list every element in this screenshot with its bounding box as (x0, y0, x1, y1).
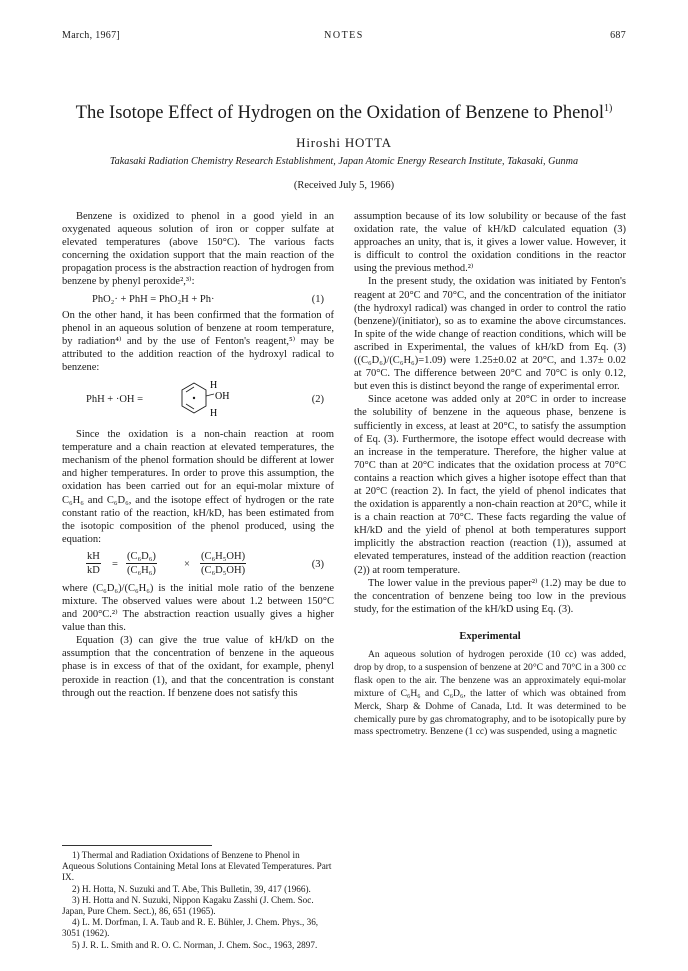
paragraph: Benzene is oxidized to phenol in a good yield in an oxygenated aqueous solution of iron or copper sulfate at elevated temperatures (above 150°C). The various facts concerning the oxidation support that the main reaction of the propagation process is the abstraction reaction of hydrogen from benzene by phenyl peroxide²,³⁾: (62, 211, 334, 288)
footnote-rule (62, 845, 212, 846)
kh-symbol: kH (86, 550, 101, 564)
equation-2-body: PhH + ·OH = (86, 394, 144, 406)
paragraph: Since the oxidation is a non-chain reaction at room temperature and a chain reaction at elevated temperatures, the mechanism of the phenol formation should be different at lower and higher temperatures. In order to prove this assumption, the oxidation has been carried out for an equi-molar mixture of C₆H₆ and C₆D₆, and the isotope effect of hydrogen or the rate constant ratio of the reaction, kH/kD, has been estimated from the isotopic composition of the phenol produced, using the equation: (62, 429, 334, 545)
running-header (62, 30, 626, 44)
experimental-text: An aqueous solution of hydrogen peroxide (10 cc) was added, drop by drop, to a suspension of benzene at 20°C and 70°C in a 300 cc flask open to the air. The benzene was an approximately equi-molar mixture of C₆H₆ and C₆D₆, the latter of which was obtained from Merck, Sharp & Dohme of Canada, Ltd. It was determined to be chemically pure by gas chromatography, and to be isotopically pure by mass spectrometry. Benzene (1 cc) was suspended, using a magnetic (354, 649, 626, 738)
c6d5oh: (C₆D₅OH) (201, 564, 246, 576)
paragraph: The lower value in the previous paper²⁾ (1.2) may be due to the concentration of benzene being too low in the previous study, for the estimation of the kH/kD using Eq. (3). (354, 577, 626, 615)
equation-1 (62, 293, 334, 306)
equation-3 (62, 550, 334, 580)
c6h5oh: (C₆H₅OH) (200, 550, 246, 564)
h-top-label: H (210, 380, 218, 392)
fraction-benzene-ratio (126, 550, 157, 577)
equals-sign: = (112, 558, 118, 570)
header-date: March, 1967] (62, 30, 121, 41)
equation-3-number: (3) (311, 558, 324, 570)
header-section: NOTES (324, 30, 364, 41)
footnote: 4) L. M. Dorfman, I. A. Taub and R. E. Bühler, J. Chem. Phys., 36, 3051 (1962). (62, 917, 319, 939)
footnote: 3) H. Hotta and N. Suzuki, Nippon Kagaku Zasshi (J. Chem. Soc. Japan, Pure Chem. Sect.), 86, 651 (1965). (62, 894, 314, 917)
received-date: (Received July 5, 1966) (293, 180, 395, 191)
equation-1-number: (1) (311, 293, 324, 305)
left-column (62, 210, 334, 700)
footnote: 5) J. R. L. Smith and R. O. C. Norman, J. Chem. Soc., 1963, 2897. (72, 939, 318, 950)
paragraph: where (C₆D₆)/(C₆H₆) is the initial mole ratio of the benzene mixture. The observed values were about 1.2 between 150°C and 200°C.²⁾ The abstraction reaction usually gives a higher value than this. (62, 582, 334, 634)
h-bottom-label: H (210, 408, 218, 420)
c6d6: (C₆D₆) (126, 550, 157, 564)
footnote: 2) H. Hotta, N. Suzuki and T. Abe, This Bulletin, 39, 417 (1966). (72, 883, 311, 894)
author: Hiroshi HOTTA (296, 135, 392, 150)
right-column (354, 210, 626, 739)
paragraph: Since acetone was added only at 20°C in order to increase the solubility of benzene in the aqueous phase, benzene is sufficiently in excess, at least at 20°C, to satisfy the assumption of Eq. (3). Furthermore, the isotope effect would decrease with an increase in the temperature. Therefore, the higher value at 70°C than at 20°C indicates that the oxidation process at 70°C contains a reaction which gives a higher isotope effect than that at 20°C (reaction 2). In fact, the yield of phenol indicates that the oxidation is apparently a non-chain reaction at 20°C, while it is a chain reaction at 70°C. These facts regarding the value of kH/kD and the yield of phenol at both temperatures support implicitly the abstraction reaction (reaction (1)), assumed at elevated temperatures, instead of the addition reaction (reaction (2)) at room temperature. (354, 394, 626, 576)
kd-symbol: kD (87, 564, 100, 576)
oh-label: OH (215, 391, 230, 403)
equation-2-number: (2) (311, 394, 324, 406)
paper-title (40, 103, 648, 124)
page-number: 687 (610, 30, 626, 41)
footnote: 1) Thermal and Radiation Oxidations of Benzene to Phenol in Aqueous Solutions Containing Metal Ions at Elevated Temperatures. Part IX. (62, 850, 332, 883)
c6h6: (C₆H₆) (127, 564, 156, 576)
title-footnote-mark: 1) (603, 102, 613, 114)
equation-2 (62, 378, 334, 422)
cyclohexadienyl-structure (172, 378, 252, 422)
paragraph: On the other hand, it has been confirmed that the formation of phenol in an aqueous solution of benzene at room temperature, by radiation⁴⁾ and by the use of Fenton's reagent,⁵⁾ may be attributed to the addition reaction of the hydroxyl radical to benzene: (62, 309, 334, 373)
title-text: The Isotope Effect of Hydrogen on the Oxidation of Benzene to Phenol (75, 103, 604, 123)
fraction-kh-kd (86, 550, 101, 577)
paragraph: Equation (3) can give the true value of kH/kD on the assumption that the concentration of benzene in the aqueous phase is in excess of that of the oxidant, for example, phenyl peroxide in reaction (1), and that the concentration is constant through out the reaction. If benzene does not satisfy this (62, 635, 334, 699)
paragraph: assumption because of its low solubility or because of the fast oxidation rate, the value of kH/kD calculated equation (3) approaches an unity, that is, it gives a lower value. However, it is difficult to control the oxidation conditions in the reactor using the previous method.²⁾ (354, 211, 626, 275)
affiliation: Takasaki Radiation Chemistry Research Establishment, Japan Atomic Energy Research Institute, Takasaki, Gunma (109, 156, 579, 167)
section-heading-experimental: Experimental (459, 630, 521, 642)
paragraph: In the present study, the oxidation was initiated by Fenton's reagent at 20°C and 70°C, and the concentration of the initiator (the hydroxyl radical) was changed in order to control the ratio (benzene)/(initiator), so as to examine the above circumstances. In spite of the wide change of reaction conditions, which will be ascribed in Experimental, the values of kH/kD from Eq. (3) ((C₆D₆)/(C₆H₆)=1.09) were 1.25±0.02 at 20°C, and 1.37± 0.02 at 70°C. The difference between 20°C and 70°C is only 0.12, but even this is distinct beyond the range of experimental error. (354, 276, 626, 393)
equation-1-body: PhO₂· + PhH = PhO₂H + Ph· (92, 293, 215, 305)
footnotes (62, 850, 334, 951)
times-sign: × (184, 558, 190, 570)
fraction-phenol-ratio (200, 550, 246, 577)
